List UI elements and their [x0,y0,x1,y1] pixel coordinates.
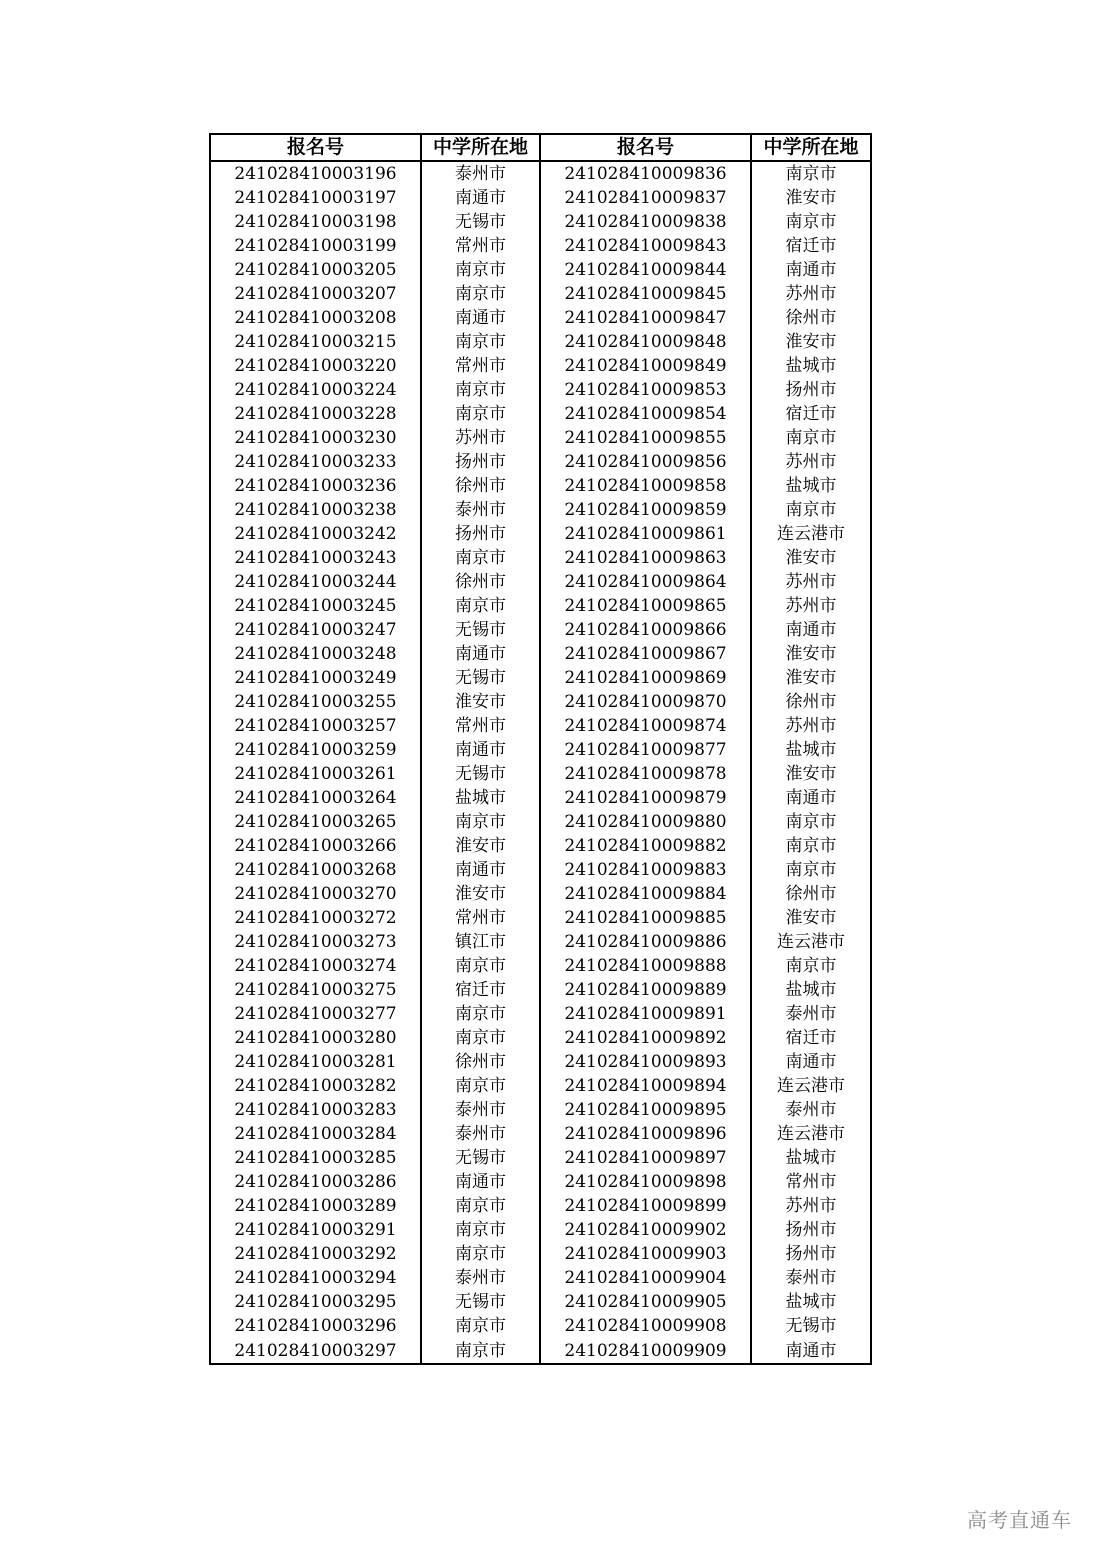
registration-number-cell: 241028410009902 [540,1218,751,1242]
school-location-cell: 苏州市 [751,1194,871,1218]
registration-number-cell: 241028410003248 [210,642,421,666]
table-row [210,306,871,330]
table-row [210,810,871,834]
school-location-cell: 淮安市 [751,762,871,786]
table-row [210,858,871,882]
table-row [210,498,871,522]
school-location-cell: 南通市 [751,618,871,642]
table-row [210,1218,871,1242]
table-row [210,570,871,594]
registration-number-cell: 241028410003247 [210,618,421,642]
table-row [210,378,871,402]
table-row [210,186,871,210]
registration-number-cell: 241028410003230 [210,426,421,450]
registration-number-cell: 241028410009877 [540,738,751,762]
table-row [210,978,871,1002]
school-location-cell: 镇江市 [421,930,540,954]
registration-number-cell: 241028410009903 [540,1242,751,1266]
school-location-cell: 宿迁市 [751,1026,871,1050]
registration-number-cell: 241028410009859 [540,498,751,522]
table-row [210,210,871,234]
registration-number-cell: 241028410003249 [210,666,421,690]
table-row [210,642,871,666]
school-location-cell: 南通市 [421,642,540,666]
school-location-cell: 南通市 [421,306,540,330]
school-location-cell: 扬州市 [751,1242,871,1266]
school-location-cell: 南通市 [421,738,540,762]
registration-number-cell: 241028410003268 [210,858,421,882]
registration-number-cell: 241028410009896 [540,1122,751,1146]
table-row [210,1050,871,1074]
registration-number-cell: 241028410009880 [540,810,751,834]
school-location-cell: 常州市 [421,354,540,378]
table-row [210,594,871,618]
registration-number-cell: 241028410009884 [540,882,751,906]
school-location-cell: 扬州市 [421,450,540,474]
registration-number-cell: 241028410009849 [540,354,751,378]
registration-number-cell: 241028410009886 [540,930,751,954]
school-location-cell: 苏州市 [751,282,871,306]
registration-number-cell: 241028410009899 [540,1194,751,1218]
school-location-cell: 淮安市 [421,690,540,714]
registration-number-cell: 241028410003285 [210,1146,421,1170]
registration-number-cell: 241028410003197 [210,186,421,210]
table-row [210,234,871,258]
school-location-cell: 南京市 [421,282,540,306]
header-registration-number-right: 报名号 [540,134,751,161]
admission-table [209,133,872,1365]
registration-number-cell: 241028410009879 [540,786,751,810]
registration-number-cell: 241028410009874 [540,714,751,738]
school-location-cell: 苏州市 [751,594,871,618]
registration-number-cell: 241028410003277 [210,1002,421,1026]
school-location-cell: 南通市 [421,186,540,210]
school-location-cell: 盐城市 [421,786,540,810]
registration-number-cell: 241028410009889 [540,978,751,1002]
school-location-cell: 南京市 [421,1194,540,1218]
registration-number-cell: 241028410003280 [210,1026,421,1050]
school-location-cell: 南京市 [751,161,871,186]
table-row [210,1146,871,1170]
registration-number-cell: 241028410009848 [540,330,751,354]
registration-number-cell: 241028410003273 [210,930,421,954]
registration-number-cell: 241028410003283 [210,1098,421,1122]
registration-number-cell: 241028410003215 [210,330,421,354]
watermark-text: 高考直通车 [967,1508,1072,1532]
registration-number-cell: 241028410009861 [540,522,751,546]
table-row [210,1026,871,1050]
table-row [210,1074,871,1098]
school-location-cell: 泰州市 [751,1098,871,1122]
school-location-cell: 南京市 [421,1314,540,1338]
school-location-cell: 扬州市 [751,378,871,402]
school-location-cell: 南京市 [751,210,871,234]
school-location-cell: 南京市 [421,546,540,570]
registration-number-cell: 241028410003233 [210,450,421,474]
registration-number-cell: 241028410003261 [210,762,421,786]
school-location-cell: 盐城市 [751,474,871,498]
registration-number-cell: 241028410009883 [540,858,751,882]
school-location-cell: 泰州市 [421,1098,540,1122]
school-location-cell: 南京市 [421,954,540,978]
table-row [210,906,871,930]
registration-number-cell: 241028410009888 [540,954,751,978]
school-location-cell: 南通市 [751,786,871,810]
table-row [210,1194,871,1218]
table-row [210,1338,871,1364]
school-location-cell: 南京市 [421,1002,540,1026]
school-location-cell: 常州市 [751,1170,871,1194]
school-location-cell: 南京市 [421,378,540,402]
school-location-cell: 淮安市 [751,642,871,666]
registration-number-cell: 241028410009864 [540,570,751,594]
school-location-cell: 淮安市 [421,834,540,858]
table-row [210,714,871,738]
header-school-location-right: 中学所在地 [751,134,871,161]
school-location-cell: 南京市 [751,810,871,834]
school-location-cell: 南京市 [421,1074,540,1098]
school-location-cell: 淮安市 [751,186,871,210]
registration-number-cell: 241028410009844 [540,258,751,282]
header-row [210,134,871,161]
school-location-cell: 连云港市 [751,522,871,546]
school-location-cell: 苏州市 [421,426,540,450]
registration-number-cell: 241028410009870 [540,690,751,714]
table-row [210,450,871,474]
school-location-cell: 苏州市 [751,450,871,474]
school-location-cell: 南京市 [421,258,540,282]
registration-number-cell: 241028410009838 [540,210,751,234]
table-row [210,1266,871,1290]
registration-number-cell: 241028410003224 [210,378,421,402]
registration-number-cell: 241028410003294 [210,1266,421,1290]
school-location-cell: 无锡市 [421,210,540,234]
table-row [210,690,871,714]
registration-number-cell: 241028410009904 [540,1266,751,1290]
school-location-cell: 无锡市 [421,762,540,786]
school-location-cell: 南通市 [751,1338,871,1364]
registration-number-cell: 241028410003289 [210,1194,421,1218]
school-location-cell: 南京市 [421,594,540,618]
registration-number-cell: 241028410003243 [210,546,421,570]
registration-number-cell: 241028410009885 [540,906,751,930]
table-row [210,330,871,354]
registration-number-cell: 241028410003291 [210,1218,421,1242]
registration-number-cell: 241028410009898 [540,1170,751,1194]
registration-number-cell: 241028410009866 [540,618,751,642]
table-row [210,1170,871,1194]
table-row [210,354,871,378]
registration-number-cell: 241028410003286 [210,1170,421,1194]
registration-number-cell: 241028410003208 [210,306,421,330]
table-header [210,134,871,161]
school-location-cell: 连云港市 [751,930,871,954]
school-location-cell: 连云港市 [751,1074,871,1098]
school-location-cell: 徐州市 [421,570,540,594]
registration-number-cell: 241028410009855 [540,426,751,450]
school-location-cell: 苏州市 [751,570,871,594]
school-location-cell: 盐城市 [751,978,871,1002]
registration-number-cell: 241028410009854 [540,402,751,426]
registration-number-cell: 241028410009894 [540,1074,751,1098]
school-location-cell: 泰州市 [421,498,540,522]
registration-number-cell: 241028410003295 [210,1290,421,1314]
registration-number-cell: 241028410003196 [210,161,421,186]
registration-number-cell: 241028410003266 [210,834,421,858]
school-location-cell: 淮安市 [751,666,871,690]
school-location-cell: 南京市 [421,810,540,834]
registration-number-cell: 241028410003259 [210,738,421,762]
school-location-cell: 南通市 [751,258,871,282]
registration-number-cell: 241028410009837 [540,186,751,210]
table-row [210,474,871,498]
school-location-cell: 无锡市 [421,618,540,642]
school-location-cell: 南京市 [751,858,871,882]
registration-number-cell: 241028410003228 [210,402,421,426]
registration-number-cell: 241028410003199 [210,234,421,258]
registration-number-cell: 241028410003264 [210,786,421,810]
school-location-cell: 扬州市 [421,522,540,546]
school-location-cell: 南京市 [421,1026,540,1050]
registration-number-cell: 241028410009905 [540,1290,751,1314]
registration-number-cell: 241028410003255 [210,690,421,714]
registration-number-cell: 241028410009845 [540,282,751,306]
school-location-cell: 徐州市 [751,690,871,714]
registration-number-cell: 241028410009892 [540,1026,751,1050]
table-row [210,522,871,546]
school-location-cell: 淮安市 [751,330,871,354]
school-location-cell: 南京市 [421,1218,540,1242]
registration-number-cell: 241028410009863 [540,546,751,570]
school-location-cell: 南京市 [751,954,871,978]
school-location-cell: 盐城市 [751,354,871,378]
school-location-cell: 南京市 [421,402,540,426]
school-location-cell: 徐州市 [751,882,871,906]
registration-number-cell: 241028410009869 [540,666,751,690]
registration-number-cell: 241028410003270 [210,882,421,906]
school-location-cell: 南通市 [421,1170,540,1194]
school-location-cell: 泰州市 [751,1266,871,1290]
school-location-cell: 南通市 [751,1050,871,1074]
header-school-location-left: 中学所在地 [421,134,540,161]
table-row [210,258,871,282]
school-location-cell: 徐州市 [751,306,871,330]
table-row [210,546,871,570]
school-location-cell: 连云港市 [751,1122,871,1146]
school-location-cell: 徐州市 [421,1050,540,1074]
school-location-cell: 无锡市 [421,1146,540,1170]
registration-number-cell: 241028410003205 [210,258,421,282]
registration-number-cell: 241028410009858 [540,474,751,498]
school-location-cell: 常州市 [421,714,540,738]
school-location-cell: 南京市 [421,1242,540,1266]
registration-number-cell: 241028410009836 [540,161,751,186]
registration-number-cell: 241028410003242 [210,522,421,546]
registration-number-cell: 241028410003281 [210,1050,421,1074]
school-location-cell: 无锡市 [421,666,540,690]
table-row [210,1122,871,1146]
registration-number-cell: 241028410009865 [540,594,751,618]
registration-number-cell: 241028410009878 [540,762,751,786]
school-location-cell: 宿迁市 [751,402,871,426]
registration-number-cell: 241028410003238 [210,498,421,522]
table-row [210,161,871,186]
table-row [210,1290,871,1314]
school-location-cell: 常州市 [421,906,540,930]
registration-number-cell: 241028410003284 [210,1122,421,1146]
school-location-cell: 淮安市 [421,882,540,906]
registration-number-cell: 241028410003274 [210,954,421,978]
registration-number-cell: 241028410003236 [210,474,421,498]
table-row [210,666,871,690]
school-location-cell: 南京市 [421,1338,540,1364]
header-registration-number-left: 报名号 [210,134,421,161]
school-location-cell: 徐州市 [421,474,540,498]
table-row [210,738,871,762]
school-location-cell: 泰州市 [421,161,540,186]
table-row [210,1002,871,1026]
registration-number-cell: 241028410009908 [540,1314,751,1338]
school-location-cell: 宿迁市 [421,978,540,1002]
table-row [210,954,871,978]
school-location-cell: 盐城市 [751,1146,871,1170]
registration-number-cell: 241028410003275 [210,978,421,1002]
table-row [210,618,871,642]
registration-number-cell: 241028410009891 [540,1002,751,1026]
table-row [210,1098,871,1122]
table-row [210,834,871,858]
registration-number-cell: 241028410003257 [210,714,421,738]
registration-number-cell: 241028410009853 [540,378,751,402]
registration-number-cell: 241028410009897 [540,1146,751,1170]
table-row [210,1314,871,1338]
table-row [210,882,871,906]
registration-number-cell: 241028410003296 [210,1314,421,1338]
school-location-cell: 南京市 [421,330,540,354]
table-body [210,161,871,1364]
registration-number-cell: 241028410003245 [210,594,421,618]
registration-number-cell: 241028410009893 [540,1050,751,1074]
table-row [210,426,871,450]
school-location-cell: 淮安市 [751,906,871,930]
school-location-cell: 泰州市 [421,1122,540,1146]
registration-number-cell: 241028410003282 [210,1074,421,1098]
table-row [210,1242,871,1266]
school-location-cell: 盐城市 [751,738,871,762]
table-row [210,282,871,306]
school-location-cell: 南京市 [751,834,871,858]
registration-number-cell: 241028410003297 [210,1338,421,1364]
school-location-cell: 南通市 [421,858,540,882]
registration-number-cell: 241028410003207 [210,282,421,306]
school-location-cell: 泰州市 [421,1266,540,1290]
table-row [210,786,871,810]
registration-number-cell: 241028410003272 [210,906,421,930]
registration-number-cell: 241028410003220 [210,354,421,378]
registration-number-cell: 241028410009867 [540,642,751,666]
registration-number-cell: 241028410003244 [210,570,421,594]
registration-number-cell: 241028410009895 [540,1098,751,1122]
registration-number-cell: 241028410009847 [540,306,751,330]
registration-number-cell: 241028410003198 [210,210,421,234]
school-location-cell: 常州市 [421,234,540,258]
registration-number-cell: 241028410009909 [540,1338,751,1364]
school-location-cell: 盐城市 [751,1290,871,1314]
school-location-cell: 无锡市 [421,1290,540,1314]
school-location-cell: 苏州市 [751,714,871,738]
school-location-cell: 宿迁市 [751,234,871,258]
table-row [210,930,871,954]
school-location-cell: 无锡市 [751,1314,871,1338]
registration-number-cell: 241028410003265 [210,810,421,834]
school-location-cell: 南京市 [751,426,871,450]
registration-number-cell: 241028410009856 [540,450,751,474]
school-location-cell: 南京市 [751,498,871,522]
table-row [210,762,871,786]
school-location-cell: 淮安市 [751,546,871,570]
school-location-cell: 扬州市 [751,1218,871,1242]
registration-number-cell: 241028410009882 [540,834,751,858]
table-row [210,402,871,426]
registration-number-cell: 241028410009843 [540,234,751,258]
school-location-cell: 泰州市 [751,1002,871,1026]
registration-number-cell: 241028410003292 [210,1242,421,1266]
